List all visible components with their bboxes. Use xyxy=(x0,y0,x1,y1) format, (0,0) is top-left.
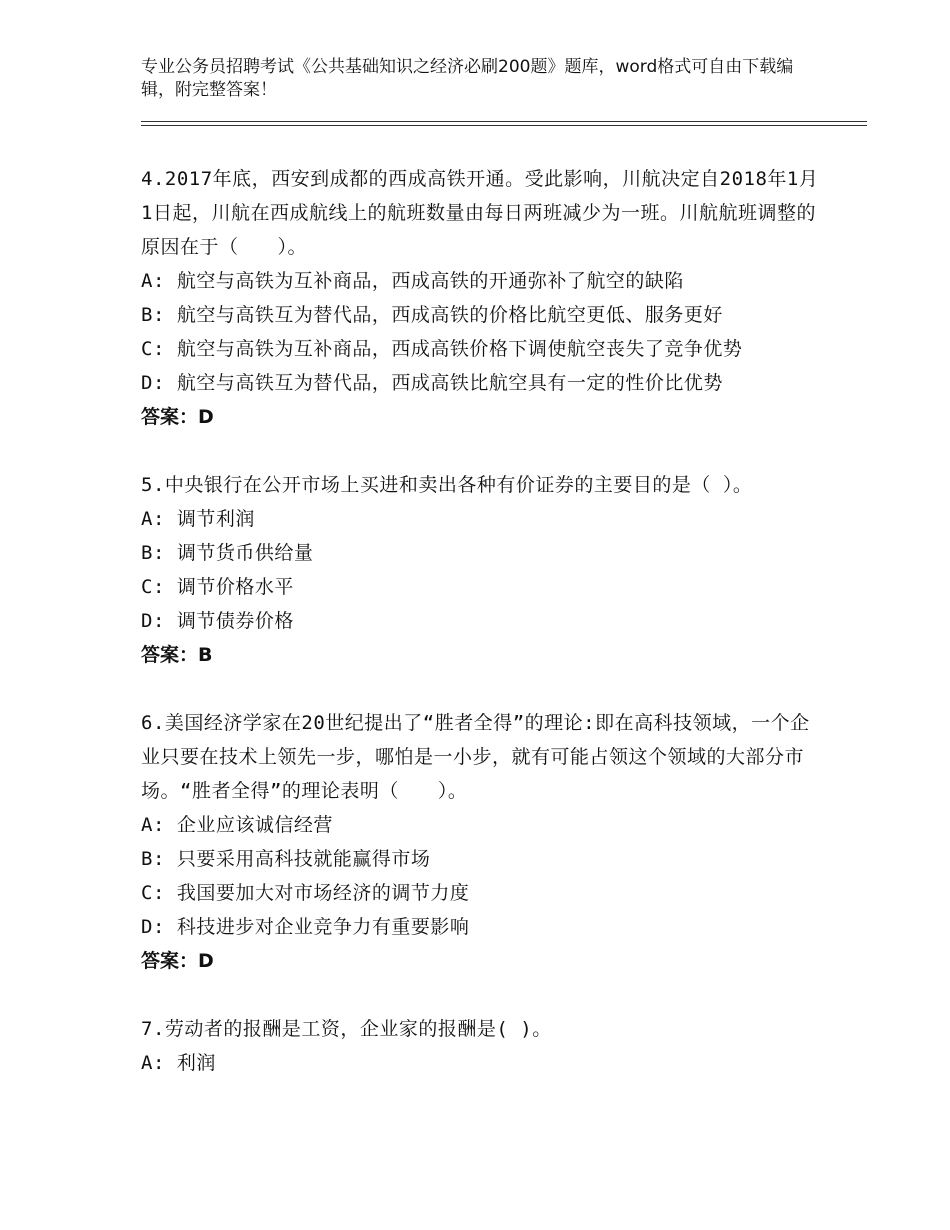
header-divider-top xyxy=(141,121,867,122)
question-text: 4.2017年底，西安到成都的西成高铁开通。受此影响，川航决定自2018年1月1日起，川航在西成航线上的航班数量由每日两班减少为一班。川航航班调整的原因在于（ ）。 xyxy=(141,168,819,258)
spacer xyxy=(141,672,821,706)
question-text: 6.美国经济学家在20世纪提出了“胜者全得”的理论:即在高科技领域，一个企业只要在技术上领先一步，哪怕是一小步，就有可能占领这个领域的大部分市场。“胜者全得”的理论表明（ ）。 xyxy=(141,712,810,802)
option-c: C: 航空与高铁为互补商品，西成高铁价格下调使航空丧失了竞争优势 xyxy=(141,338,743,360)
answer-label: 答案：D xyxy=(141,950,214,972)
option-b: B: 只要采用高科技就能赢得市场 xyxy=(141,848,431,870)
question-text: 5.中央银行在公开市场上买进和卖出各种有价证券的主要目的是（ ）。 xyxy=(141,474,753,496)
option-d: D: 调节债券价格 xyxy=(141,610,294,632)
answer-label: 答案：B xyxy=(141,644,213,666)
option-a: A: 航空与高铁为互补商品，西成高铁的开通弥补了航空的缺陷 xyxy=(141,270,684,292)
option-b: B: 航空与高铁互为替代品，西成高铁的价格比航空更低、服务更好 xyxy=(141,304,723,326)
document-title: 专业公务员招聘考试《公共基础知识之经济必刷200题》题库，word格式可自由下载编辑，附完整答案！ xyxy=(141,57,794,100)
question-7 xyxy=(141,1012,821,1080)
question-6 xyxy=(141,706,821,978)
question-text: 7.劳动者的报酬是工资，企业家的报酬是( )。 xyxy=(141,1018,552,1040)
option-a: A: 企业应该诚信经营 xyxy=(141,814,333,836)
option-d: D: 科技进步对企业竞争力有重要影响 xyxy=(141,916,470,938)
option-a: A: 利润 xyxy=(141,1052,216,1074)
question-list xyxy=(141,162,821,1080)
option-d: D: 航空与高铁互为替代品，西成高铁比航空具有一定的性价比优势 xyxy=(141,372,723,394)
answer-label: 答案：D xyxy=(141,406,214,428)
option-c: C: 调节价格水平 xyxy=(141,576,294,598)
spacer xyxy=(141,978,821,1012)
option-c: C: 我国要加大对市场经济的调节力度 xyxy=(141,882,470,904)
spacer xyxy=(141,434,821,468)
question-5 xyxy=(141,468,821,672)
option-a: A: 调节利润 xyxy=(141,508,255,530)
question-4 xyxy=(141,162,821,434)
option-b: B: 调节货币供给量 xyxy=(141,542,314,564)
header-divider-bottom xyxy=(141,125,867,126)
document-header xyxy=(141,56,821,102)
